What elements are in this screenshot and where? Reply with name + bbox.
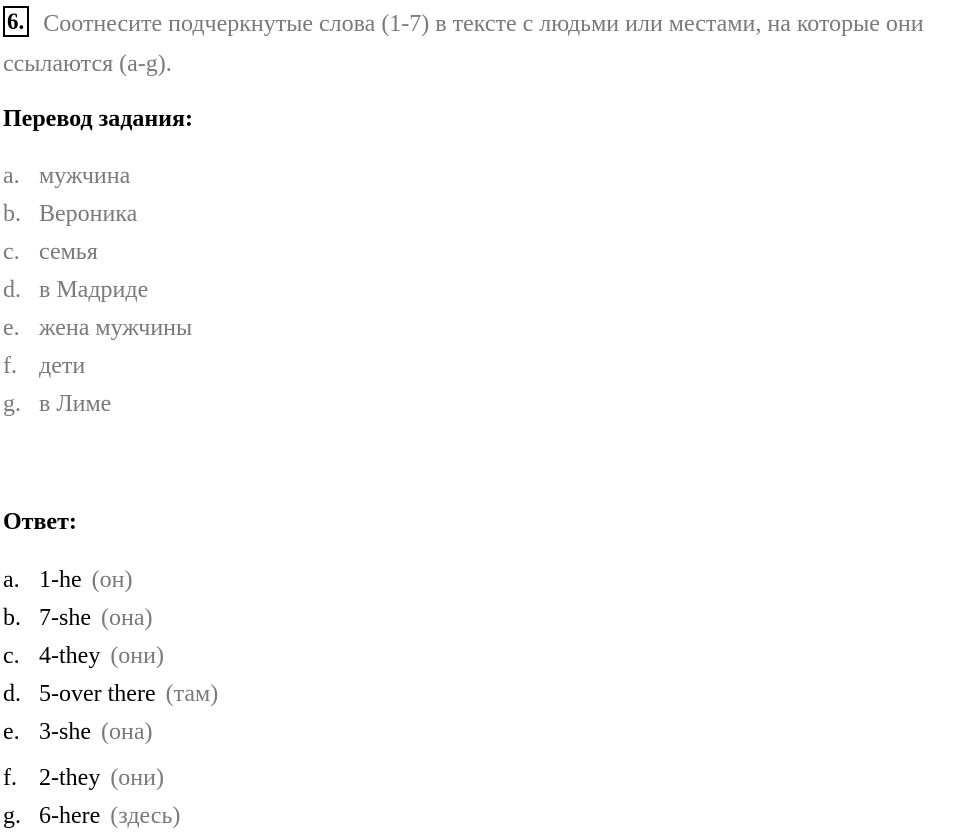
task-instruction: Соотнесите подчеркнутые слова (1-7) в тексте с людьми или местами, на которые они ссылаются (a-g).: [3, 11, 924, 77]
answer-item: [3, 713, 218, 751]
item-marker: d.: [3, 681, 21, 707]
item-marker: e.: [3, 719, 20, 745]
item-text: в Лиме: [39, 391, 112, 417]
answer-translation: (она): [100, 605, 153, 631]
item-marker: a.: [3, 163, 20, 189]
answer-text: 4-they: [39, 643, 101, 669]
answer-translation: (они): [110, 643, 164, 669]
translation-item: [3, 385, 192, 423]
item-marker: f.: [3, 765, 17, 791]
answer-list: [3, 561, 218, 835]
item-marker: d.: [3, 277, 21, 303]
translation-item: [3, 347, 192, 385]
translation-heading: Перевод задания:: [3, 106, 193, 132]
answer-translation: (здесь): [110, 803, 181, 829]
answer-translation: (там): [165, 681, 219, 707]
answer-translation: (она): [100, 719, 153, 745]
item-text: жена мужчины: [39, 315, 193, 341]
task-number-box: 6.: [3, 6, 29, 37]
item-text: семья: [39, 239, 98, 265]
item-marker: g.: [3, 803, 21, 829]
item-marker: f.: [3, 353, 17, 379]
translation-item: [3, 271, 192, 309]
translation-item: [3, 157, 192, 195]
answer-translation: (они): [110, 765, 164, 791]
item-marker: a.: [3, 567, 20, 593]
translation-item: [3, 233, 192, 271]
item-marker: g.: [3, 391, 21, 417]
translation-item: [3, 309, 192, 347]
answer-heading: Ответ:: [3, 509, 77, 535]
answer-text: 2-they: [39, 765, 101, 791]
item-marker: b.: [3, 605, 21, 631]
answer-text: 3-she: [39, 719, 91, 745]
answer-text: 5-over there: [39, 681, 156, 707]
answer-item: [3, 637, 218, 675]
item-marker: e.: [3, 315, 20, 341]
answer-item: [3, 759, 218, 797]
translation-item: [3, 195, 192, 233]
item-text: Вероника: [39, 201, 138, 227]
answer-text: 1-he: [39, 567, 82, 593]
answer-translation: (он): [91, 567, 133, 593]
answer-item: [3, 797, 218, 835]
answer-item: [3, 599, 218, 637]
answer-item: [3, 675, 218, 713]
answer-text: 6-here: [39, 803, 101, 829]
task-statement: [3, 4, 958, 84]
item-text: дети: [39, 353, 86, 379]
item-text: мужчина: [39, 163, 131, 189]
translation-list: [3, 157, 192, 423]
item-marker: c.: [3, 643, 20, 669]
answer-item: [3, 561, 218, 599]
item-marker: c.: [3, 239, 20, 265]
item-text: в Мадриде: [39, 277, 149, 303]
item-marker: b.: [3, 201, 21, 227]
answer-text: 7-she: [39, 605, 91, 631]
